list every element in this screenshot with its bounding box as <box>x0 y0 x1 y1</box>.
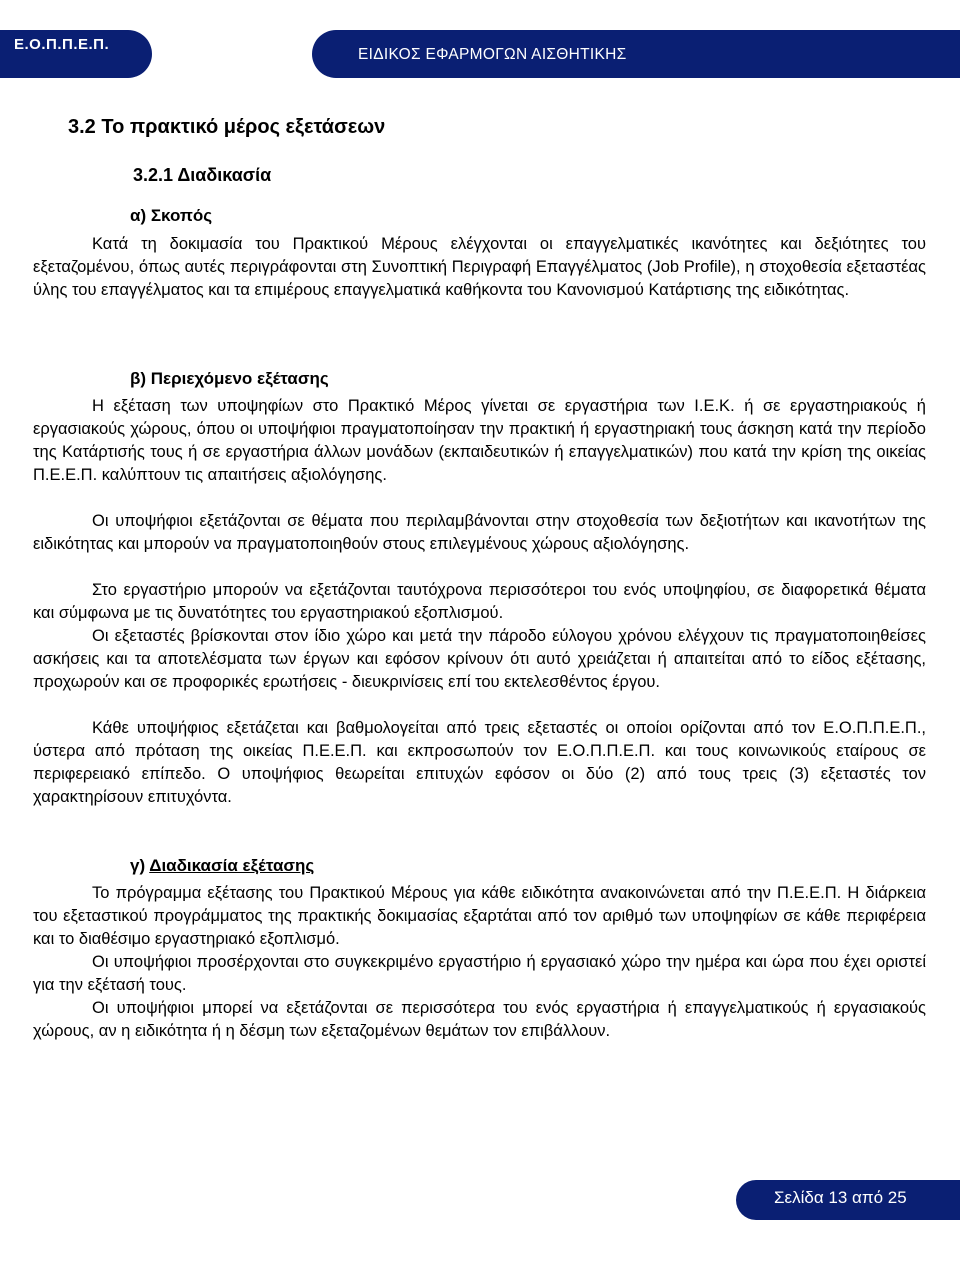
content-text-3: Στο εργαστήριο μπορούν να εξετάζονται ταυτόχρονα περισσότεροι του ενός υποψηφίου, σε διαφορετικά θέματα και σύμφωνα με τις δυνατότητες του εργαστηριακού εξοπλισμού. <box>33 581 926 622</box>
header-left-banner <box>0 30 152 78</box>
organization-label: Ε.Ο.Π.Π.Ε.Π. <box>14 36 110 53</box>
content-paragraph-1 <box>33 395 926 487</box>
section-title: 3.2 Το πρακτικό μέρος εξετάσεων <box>68 116 386 138</box>
content-paragraph-4 <box>33 625 926 694</box>
content-text-2: Οι υποψήφιοι εξετάζονται σε θέματα που περιλαμβάνονται στην στοχοθεσία των δεξιοτήτων και ικανοτήτων της ειδικότητας και μπορούν να πραγματοποιηθούν στους επιλεγμένους χώρους αξιολόγησης. <box>33 512 926 553</box>
content-paragraph-3 <box>33 579 926 625</box>
content-text-1: Η εξέταση των υποψηφίων στο Πρακτικό Μέρος γίνεται σε εργαστήρια των Ι.Ε.Κ. ή σε εργαστηριακούς ή εργασιακούς χώρους, όπου οι υποψήφιοι πραγματοποίησαν την πρακτική ή εργαστηριακή τους άσκηση κατά την περίοδο της Κατάρτισής τους ή σε εργαστήρια άλλων μονάδων (εκπαιδευτικών ή επαγγελματικών) που κατά την κρίση της οικείας Π.Ε.Ε.Π. καλύπτουν τις απαιτήσεις αξιολόγησης. <box>33 397 926 484</box>
content-paragraph-5 <box>33 717 926 809</box>
procedure-heading <box>130 856 314 876</box>
purpose-paragraph <box>33 233 926 302</box>
footer-banner <box>736 1180 960 1220</box>
content-text-5: Κάθε υποψήφιος εξετάζεται και βαθμολογείται από τρεις εξεταστές οι οποίοι ορίζονται από τον Ε.Ο.Π.Π.Ε.Π., ύστερα από πρόταση της οικείας Π.Ε.Ε.Π. και εκπροσωπούν τον Ε.Ο.Π.Π.Ε.Π. και τους κοινωνικούς εταίρους σε περιφερειακό επίπεδο. Ο υποψήφιος θεωρείται επιτυχών εφόσον οι δύο (2) από τους τρεις (3) εξεταστές τον χαρακτηρίσουν επιτυχόντα. <box>33 719 926 806</box>
purpose-text: Κατά τη δοκιμασία του Πρακτικού Μέρους ελέγχονται οι επαγγελματικές ικανότητες και δεξιότητες του εξεταζομένου, όπως αυτές περιγράφονται στη Συνοπτική Περιγραφή Επαγγέλματος (Job Profile), η στοχοθεσία εξεταστέας ύλης του επαγγέλματος και τα επιμέρους επαγγελματικά καθήκοντα του Κανονισμού Κατάρτισης της ειδικότητας. <box>33 235 926 299</box>
procedure-text-3: Οι υποψήφιοι μπορεί να εξετάζονται σε περισσότερα του ενός εργαστήρια ή επαγγελματικούς ή εργασιακούς χώρους, αν η ειδικότητα ή η δέσμη των εξεταζομένων θεμάτων τον επιβάλλουν. <box>33 999 926 1040</box>
purpose-heading: α) Σκοπός <box>130 206 213 225</box>
subsection-title: 3.2.1 Διαδικασία <box>133 165 272 185</box>
page-number: Σελίδα 13 από 25 <box>774 1188 907 1207</box>
procedure-text-1: Το πρόγραμμα εξέτασης του Πρακτικού Μέρους για κάθε ειδικότητα ανακοινώνεται από την Π.Ε.Ε.Π. Η διάρκεια του εξεταστικού προγράμματος της πρακτικής δοκιμασίας εξαρτάται από τον αριθμό των υποψηφίων σε κάθε περιφέρεια και το διαθέσιμο εργαστηριακό εξοπλισμό. <box>33 884 926 948</box>
header-right-banner <box>312 30 960 78</box>
procedure-paragraph-1 <box>33 882 926 951</box>
procedure-paragraph-3 <box>33 997 926 1043</box>
content-heading: β) Περιεχόμενο εξέτασης <box>130 369 329 388</box>
procedure-heading-underlined: Διαδικασία εξέτασης <box>149 856 315 875</box>
content-text-4: Οι εξεταστές βρίσκονται στον ίδιο χώρο και μετά την πάροδο εύλογου χρόνου ελέγχουν τις πραγματοποιηθείσες ασκήσεις και τα αποτελέσματα των έργων και εφόσον κρίνουν ότι αυτό χρειάζεται ή απαιτείται από το είδος εξέτασης, προχωρούν και σε προφορικές ερωτήσεις - διευκρινίσεις επί του εκτελεσθέντος έργου. <box>33 627 926 691</box>
specialty-title: ΕΙΔΙΚΟΣ ΕΦΑΡΜΟΓΩΝ ΑΙΣΘΗΤΙΚΗΣ <box>358 46 627 63</box>
procedure-paragraph-2 <box>33 951 926 997</box>
procedure-text-2: Οι υποψήφιοι προσέρχονται στο συγκεκριμένο εργαστήριο ή εργασιακό χώρο την ημέρα και ώρα που έχει οριστεί για την εξέτασή τους. <box>33 953 926 994</box>
procedure-heading-prefix: γ) <box>130 856 150 875</box>
content-paragraph-2 <box>33 510 926 556</box>
